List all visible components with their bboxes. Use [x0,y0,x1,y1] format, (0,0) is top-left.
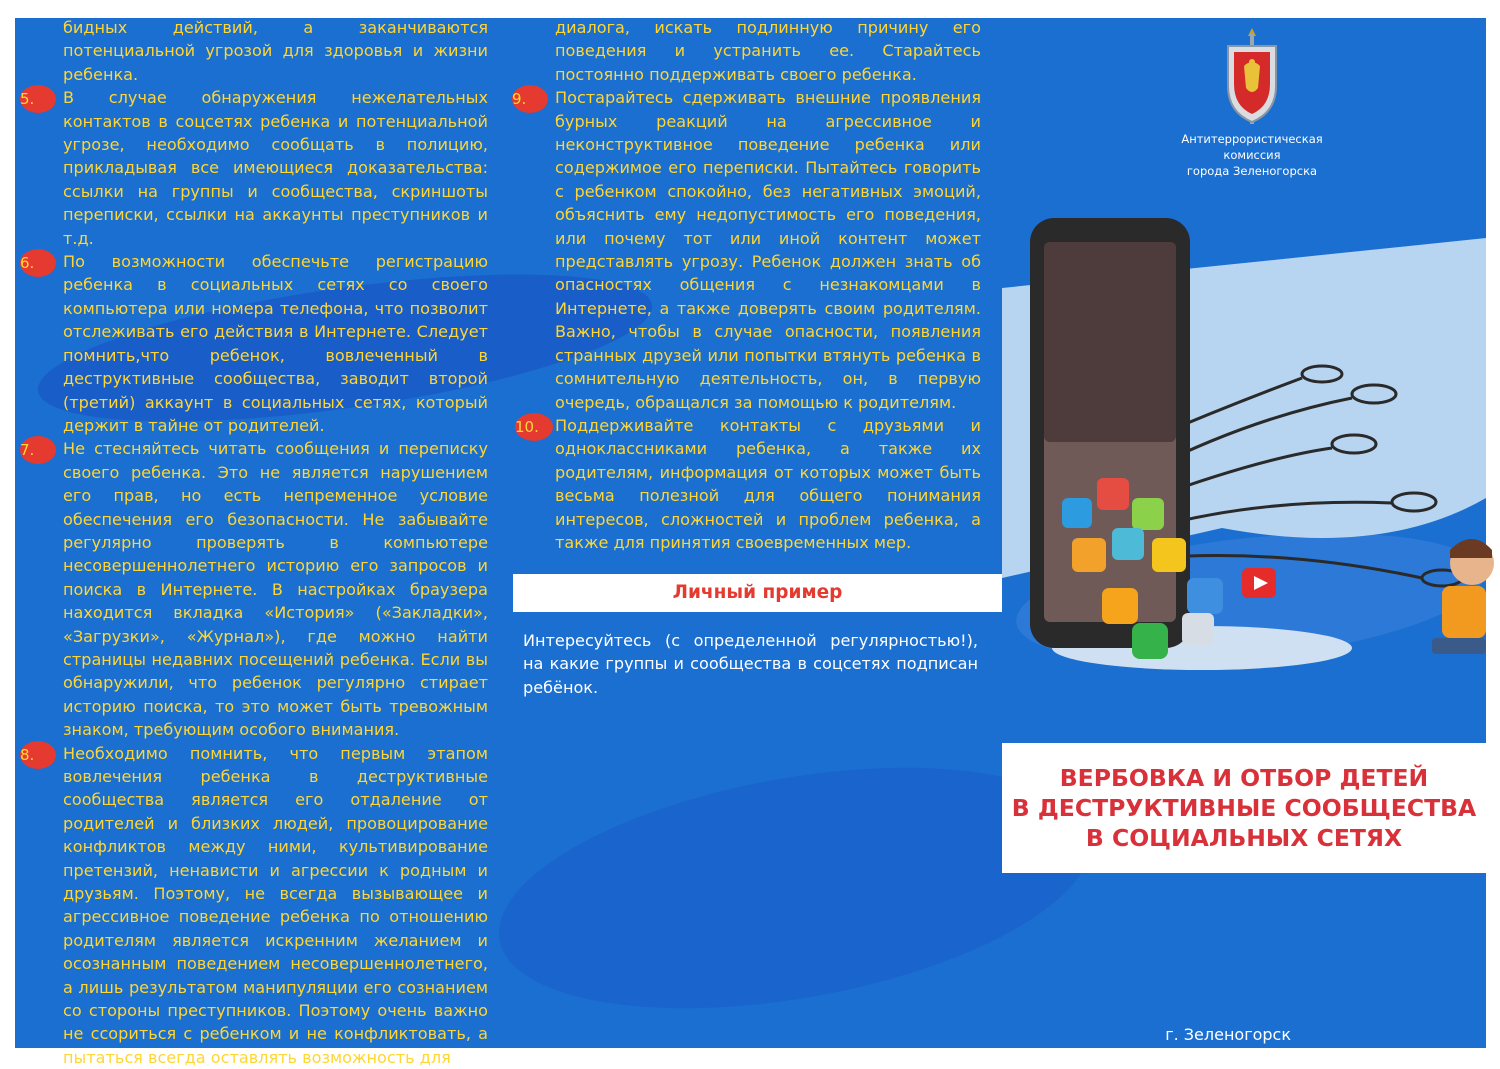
brochure-sheet [15,18,1486,1067]
list-item-10 [515,414,981,554]
list-item-8 [20,742,488,1069]
number-badge: 9. [512,85,548,113]
number-badge: 10. [515,413,553,441]
number-badge: 5. [20,85,56,113]
list-item-text: В случае обнаружения нежелательных контактов в соцсетях ребенка и потенциальной угрозе, необходимо сообщать в полицию, прикладывая все имеющиеся доказательства: ссылки на группы и сообщества, скриншоты переписки, ссылки на аккаунты преступников и т.д. [63,88,488,248]
middle-text-column [512,16,981,554]
list-item-text: Необходимо помнить, что первым этапом вовлечения ребенка в деструктивные сообщества является его отдаление от родителей и близких людей, провоцирование конфликтов между ними, культивирование претензий, ненависти и агрессии к родным и друзьям. Поэтому, не всегда вызывающее и агрессивное поведение ребенка по отношению родителям является искренним желанием и осознанным поведением несовершеннолетнего, а лишь результатом манипуляции его сознанием со стороны преступников. Поэтому очень важно не ссориться с ребенком и не конфликтовать, а пытаться всегда оставлять возможность для [63,743,488,1067]
list-item-text: По возможности обеспечьте регистрацию ребенка в социальных сетях со своего компьютера или номера телефона, что позволит отслеживать его действия в Интернете. Следует помнить,что ребенок, вовлеченный в деструктивные сообщества, заводит второй (третий) аккаунт в социальных сетях, который держит в тайне от родителей. [63,252,488,435]
personal-example-text: Интересуйтесь (с определенной регулярностью!), на какие группы и сообщества в соцсетях подписан ребёнок. [523,631,978,697]
personal-example-heading: Личный пример [513,574,1002,612]
lead-paragraph: бидных действий, а заканчиваются потенциальной угрозой для здоровья и жизни ребенка. [63,18,488,84]
panel-left [15,18,498,1067]
list-item-5 [20,86,488,250]
list-item-7 [20,437,488,741]
list-item-9 [512,86,981,414]
panel-cover [1002,18,1486,1048]
panel-middle [498,18,1002,1048]
list-item-text: Поддерживайте контакты с друзьями и одноклассниками ребенка, а также их родителям, информация от которых может быть весьма полезной для общего понимания интересов, сложностей и проблем ребенка, а также для принятия своевременных мер. [555,415,981,552]
cover-title: ВЕРБОВКА И ОТБОР ДЕТЕЙ В ДЕСТРУКТИВНЫЕ СООБЩЕСТВА В СОЦИАЛЬНЫХ СЕТЯХ [1011,764,1477,852]
shield-emblem-icon [1220,26,1284,130]
smartphone-apps-illustration [1002,198,1486,678]
organization-name: Антитеррористическая комиссия города Зеленогорска [1181,132,1323,178]
number-badge: 8. [20,741,56,769]
number-badge: 6. [20,249,56,277]
left-text-column [20,16,488,1069]
city-label: г. Зеленогорск [1165,1025,1291,1044]
lead-paragraph: диалога, искать подлинную причину его поведения и устранить ее. Старайтесь постоянно поддерживать своего ребенка. [555,18,981,84]
list-item-6 [20,250,488,437]
cover-title-box [1002,743,1486,873]
list-item-text: Не стесняйтесь читать сообщения и переписку своего ребенка. Это не является нарушением его прав, но есть непременное условие обеспечения его безопасности. Не забывайте регулярно проверять в компьютере несовершеннолетнего историю его запросов и поиска в Интернете. В настройках браузера находится вкладка «История» («Закладки», «Загрузки», «Журнал»), где можно найти страницы недавних посещений ребенка. Если вы обнаружили, что ребенок регулярно стирает историю поиска, то это может быть тревожным знаком, требующим особого внимания. [63,439,488,740]
number-badge: 7. [20,436,56,464]
list-item-text: Постарайтесь сдерживать внешние проявления бурных реакций на агрессивное и неконструктивное поведение ребенка или содержимое его переписки. Пытайтесь говорить с ребенком спокойно, без негативных эмоций, объяснить ему недопустимость его поведения, или почему тот или иной контент может представлять угрозу. Ребенок должен знать об опасностях общения с незнакомцами в Интернете, а также доверять своим родителям. Важно, чтобы в случае опасности, появления странных друзей или попытки втянуть ребенка в сомнительную деятельность, он, в первую очередь, обращался за помощью к родителям. [555,88,981,412]
